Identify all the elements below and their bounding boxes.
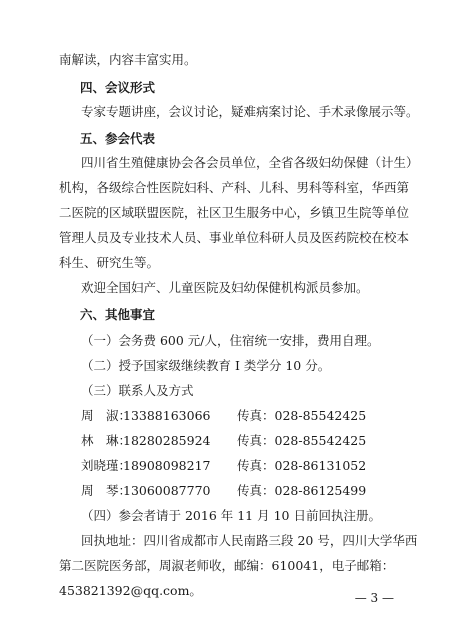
paragraph-line: 回执地址：四川省成都市人民南路三段 20 号，四川大学华西 [81, 533, 418, 548]
paragraph-line: 四川省生殖健康协会各会员单位，全省各级妇幼保健（计生） [81, 155, 419, 170]
contact-name: 周 琴： [81, 483, 132, 498]
paragraph-line: 欢迎全国妇产、儿童医院及妇幼保健机构派员参加。 [81, 280, 369, 295]
section-heading-6: 六、其他事宜 [80, 307, 156, 322]
contact-fax: 传真：028-86131052 [237, 458, 367, 473]
paragraph-line: 453821392@qq.com。 [59, 583, 202, 598]
contact-name: 刘晓瑾： [81, 458, 132, 473]
paragraph-line: 科生、研究生等。 [59, 255, 160, 270]
paragraph-line: 第二医院医务部，周淑老师收，邮编：610041，电子邮箱： [59, 558, 395, 573]
paragraph-line: 专家专题讲座，会议讨论，疑难病案讨论、手术录像展示等。 [81, 104, 419, 119]
section-heading-4: 四、会议形式 [80, 80, 156, 95]
paragraph-line: 南解读，内容丰富实用。 [59, 52, 197, 67]
paragraph-line: 管理人员及专业技术人员、事业单位科研人员及医药院校在校本 [59, 230, 410, 245]
paragraph-line: （二）授予国家级继续教育 Ⅰ 类学分 10 分。 [81, 358, 331, 373]
paragraph-line: （四）参会者请于 2016 年 11 月 10 日前回执注册。 [81, 508, 381, 523]
contact-fax: 传真：028-86125499 [237, 483, 367, 498]
contact-fax: 传真：028-85542425 [237, 433, 367, 448]
page-number: — 3 — [354, 591, 394, 605]
contact-row [81, 408, 367, 424]
contact-row [81, 433, 367, 449]
contact-phone: 18280285924 [123, 433, 211, 448]
contact-name: 林 琳： [81, 433, 132, 448]
contact-phone: 13060087770 [123, 483, 211, 498]
contact-row [81, 483, 367, 499]
contact-row [81, 458, 367, 474]
paragraph-line: （一）会务费 600 元/人，住宿统一安排，费用自理。 [81, 333, 380, 348]
contact-fax: 传真：028-85542425 [237, 408, 367, 423]
section-heading-5: 五、参会代表 [80, 131, 156, 146]
contact-name: 周 淑： [81, 408, 132, 423]
contact-phone: 13388163066 [123, 408, 211, 423]
paragraph-line: （三）联系人及方式 [81, 383, 194, 398]
paragraph-line: 二医院的区域联盟医院，社区卫生服务中心，乡镇卫生院等单位 [59, 205, 410, 220]
contact-phone: 18908098217 [123, 458, 211, 473]
paragraph-line: 机构，各级综合性医院妇科、产科、儿科、男科等科室，华西第 [59, 180, 410, 195]
